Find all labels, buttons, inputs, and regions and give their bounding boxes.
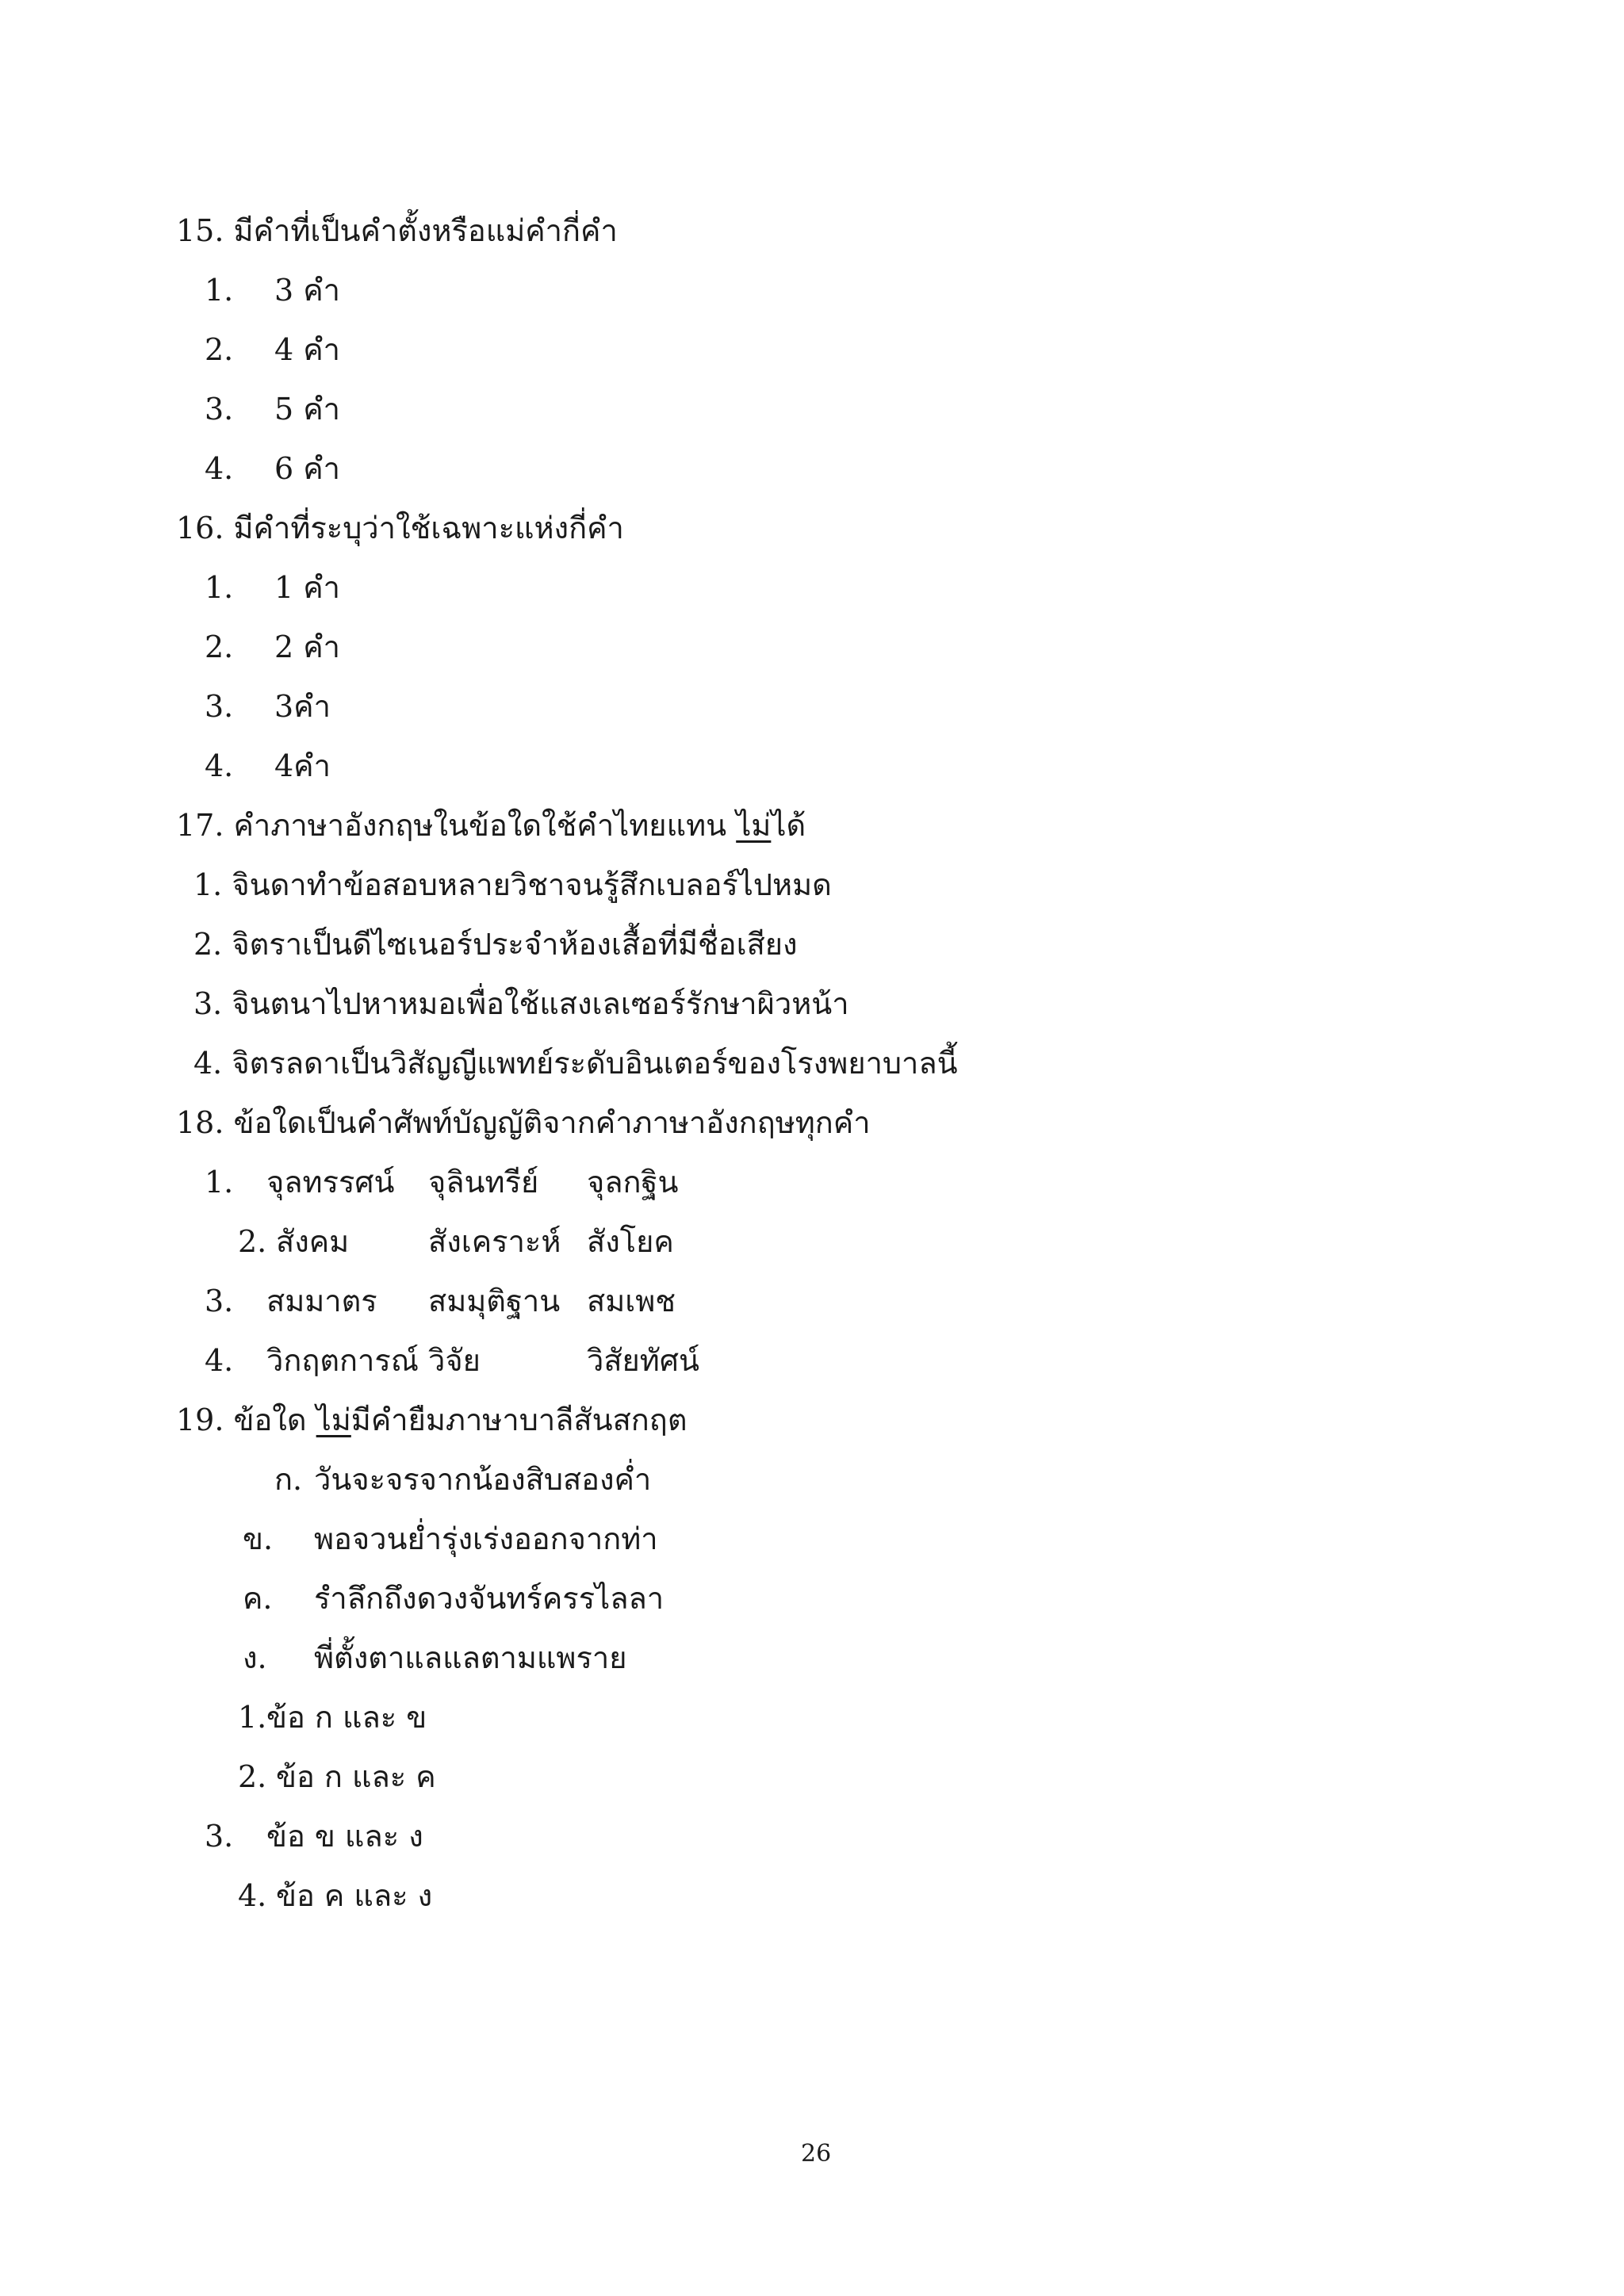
q19-verse-3-letter: ค. bbox=[243, 1581, 273, 1616]
q19-verse-3-text: รำลึกถึงดวงจันทร์ครรไลลา bbox=[314, 1581, 665, 1616]
q15-option-1-text: 3 คำ bbox=[274, 273, 341, 308]
q18-option-4-word-2: วิจัย bbox=[428, 1343, 481, 1378]
q18-option-2-word-3: สังโยค bbox=[587, 1224, 674, 1259]
q19-option-1-number: 1. bbox=[238, 1700, 267, 1735]
q19-stem-post: มีคำยืมภาษาบาลีสันสกฤต bbox=[350, 1402, 688, 1437]
q15-stem: 15. มีคำที่เป็นคำตั้งหรือแม่คำกี่คำ bbox=[176, 213, 618, 248]
q18-option-4-word-1: วิกฤตการณ์ bbox=[266, 1343, 419, 1378]
q17-option-3: 3. จินตนาไปหาหมอเพื่อใช้แสงเลเซอร์รักษาผิวหน้า bbox=[193, 986, 849, 1021]
q16-option-2-number: 2. bbox=[205, 629, 234, 664]
q19-verse-2-text: พอจวนย่ำรุ่งเร่งออกจากท่า bbox=[314, 1521, 658, 1556]
q19-stem-underlined: ไม่ bbox=[316, 1402, 351, 1437]
q17-stem-post: ได้ bbox=[771, 808, 806, 843]
q16-option-1-number: 1. bbox=[205, 570, 234, 605]
q19-verse-1-text: วันจะจรจากน้องสิบสองค่ำ bbox=[314, 1462, 652, 1497]
q17-option-2: 2. จิตราเป็นดีไซเนอร์ประจำห้องเสื้อที่มีชื่อเสียง bbox=[193, 927, 798, 962]
q19-verse-2-letter: ข. bbox=[243, 1521, 274, 1556]
q18-option-3-number: 3. bbox=[205, 1284, 234, 1318]
q18-option-2-word-1: สังคม bbox=[276, 1224, 350, 1259]
q19-option-2-number: 2. bbox=[238, 1759, 267, 1794]
q19-verse-4-letter: ง. bbox=[243, 1640, 267, 1675]
q15-option-3-number: 3. bbox=[205, 392, 234, 427]
q19-option-3-number: 3. bbox=[205, 1819, 234, 1854]
q16-option-2-text: 2 คำ bbox=[274, 629, 341, 664]
q16-option-1-text: 1 คำ bbox=[274, 570, 341, 605]
page-number: 26 bbox=[801, 2140, 832, 2168]
q18-option-1-word-2: จุลินทรีย์ bbox=[428, 1165, 539, 1200]
q18-option-1-number: 1. bbox=[205, 1165, 234, 1200]
q18-option-4-number: 4. bbox=[205, 1343, 234, 1378]
q16-option-3-number: 3. bbox=[205, 689, 234, 724]
q17-option-4: 4. จิตรลดาเป็นวิสัญญีแพทย์ระดับอินเตอร์ของโรงพยาบาลนี้ bbox=[193, 1046, 958, 1081]
q18-option-1-word-1: จุลทรรศน์ bbox=[266, 1165, 395, 1200]
q19-option-4-text: ข้อ ค และ ง bbox=[276, 1878, 433, 1913]
q17-stem-pre: 17. คำภาษาอังกฤษในข้อใดใช้คำไทยแทน bbox=[176, 808, 737, 843]
q18-option-3-word-2: สมมุติฐาน bbox=[428, 1284, 561, 1318]
q18-option-2-word-2: สังเคราะห์ bbox=[428, 1224, 561, 1259]
q15-option-4-text: 6 คำ bbox=[274, 451, 341, 486]
q15-option-4-number: 4. bbox=[205, 451, 234, 486]
q18-option-2-number: 2. bbox=[238, 1224, 267, 1259]
q19-option-3-text: ข้อ ข และ ง bbox=[266, 1819, 423, 1854]
q16-option-4-text: 4คำ bbox=[274, 748, 331, 783]
q19-verse-1-letter: ก. bbox=[274, 1462, 303, 1497]
q16-option-4-number: 4. bbox=[205, 748, 234, 783]
q18-option-4-word-3: วิสัยทัศน์ bbox=[587, 1343, 699, 1378]
q16-stem: 16. มีคำที่ระบุว่าใช้เฉพาะแห่งกี่คำ bbox=[176, 511, 624, 545]
q18-option-3-word-3: สมเพช bbox=[587, 1284, 676, 1318]
q15-option-3-text: 5 คำ bbox=[274, 392, 341, 427]
q18-stem: 18. ข้อใดเป็นคำศัพท์บัญญัติจากคำภาษาอังกฤษทุกคำ bbox=[176, 1105, 871, 1140]
q17-stem bbox=[176, 808, 806, 843]
q18-option-3-word-1: สมมาตร bbox=[266, 1284, 377, 1318]
q15-option-1-number: 1. bbox=[205, 273, 234, 308]
q15-option-2-text: 4 คำ bbox=[274, 332, 341, 367]
q19-option-2-text: ข้อ ก และ ค bbox=[276, 1759, 436, 1794]
q19-stem bbox=[176, 1402, 688, 1437]
q17-option-1: 1. จินดาทำข้อสอบหลายวิชาจนรู้สึกเบลอร์ไปหมด bbox=[193, 867, 832, 902]
q19-option-1-text: ข้อ ก และ ข bbox=[266, 1700, 427, 1735]
q18-option-1-word-3: จุลกฐิน bbox=[587, 1165, 679, 1200]
q19-stem-pre: 19. ข้อใด bbox=[176, 1402, 316, 1437]
q19-option-4-number: 4. bbox=[238, 1878, 267, 1913]
q17-stem-underlined: ไม่ bbox=[736, 808, 772, 843]
q19-verse-4-text: พี่ตั้งตาแลแลตามแพราย bbox=[314, 1640, 627, 1675]
q16-option-3-text: 3คำ bbox=[274, 689, 331, 724]
q15-option-2-number: 2. bbox=[205, 332, 234, 367]
